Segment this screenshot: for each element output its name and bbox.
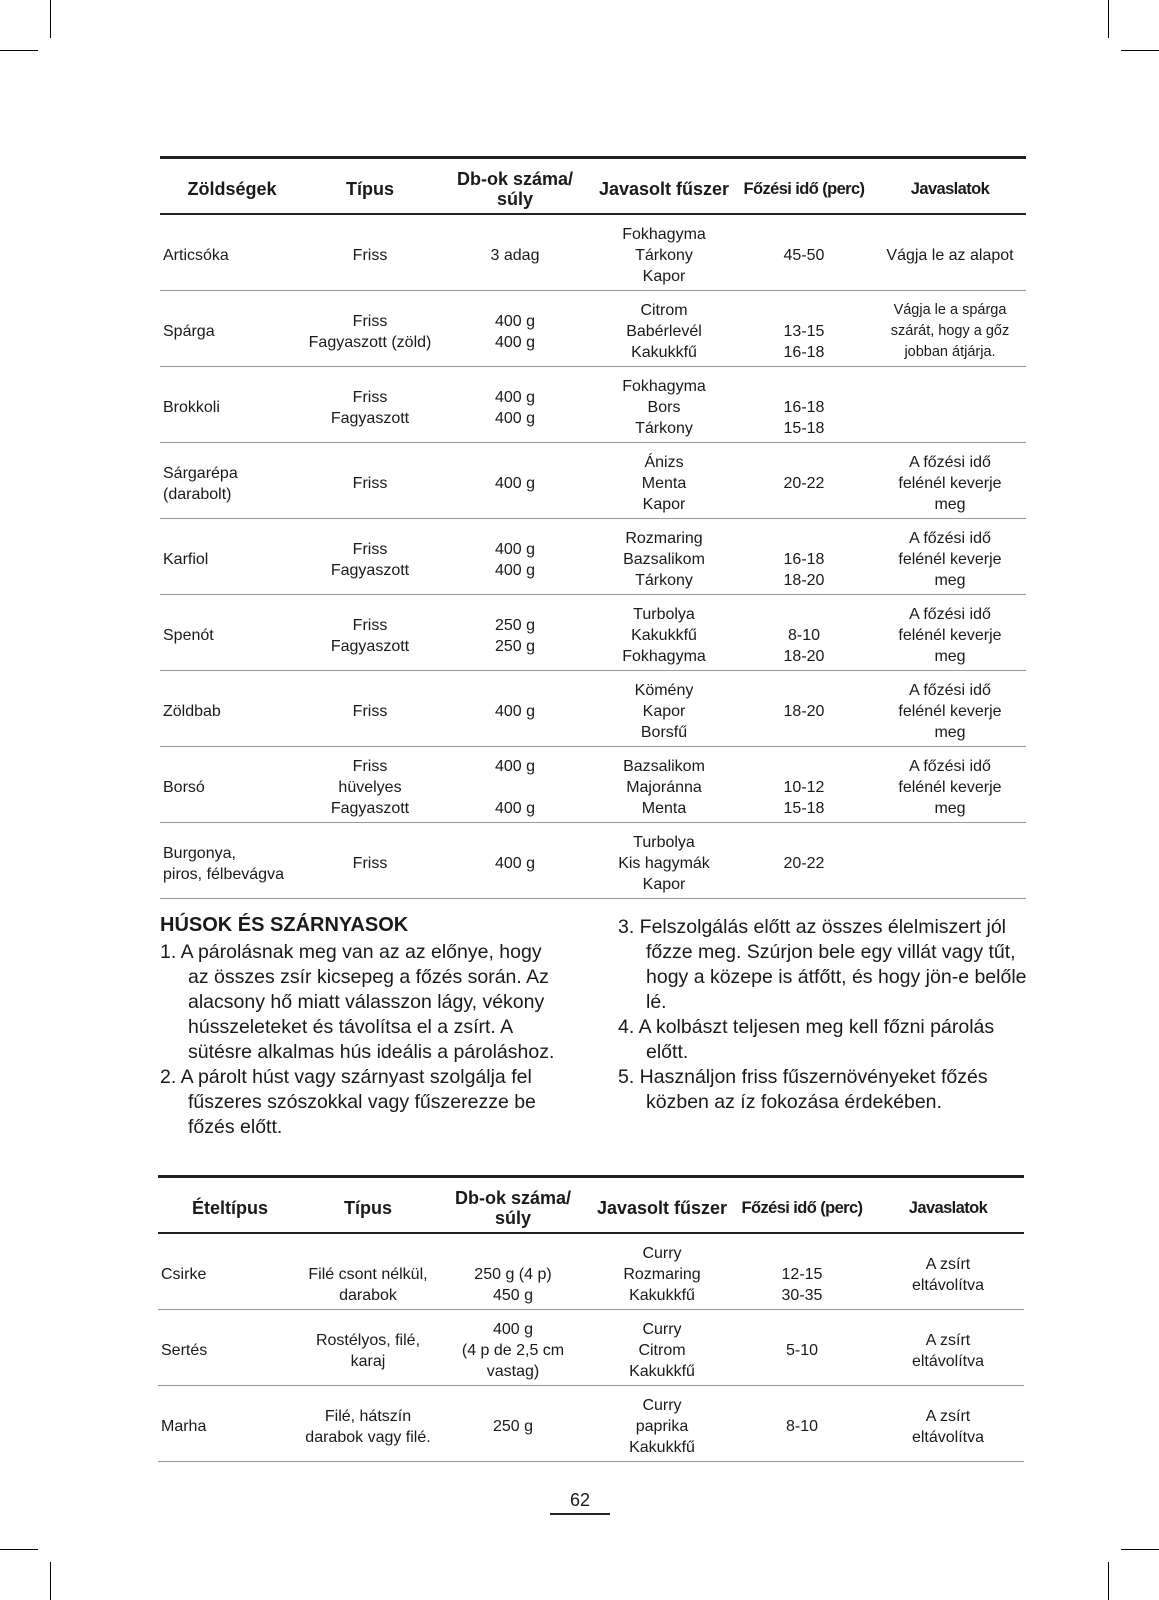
table-row (160, 214, 1026, 291)
column-header: Javaslatok (910, 180, 990, 198)
table-cell: A főzési idő felénél keverje meg (898, 758, 1002, 817)
table-cell: Spenót (163, 627, 214, 644)
table-cell: 16-18 18-20 (783, 551, 825, 589)
table-cell: Csirke (161, 1266, 207, 1283)
list-item: 4. A kolbászt teljesen meg kell főzni párolás előtt. (618, 1016, 995, 1063)
table-cell: 10-12 15-18 (783, 779, 825, 817)
table-cell: Spárga (163, 323, 215, 340)
table-cell: Filé, hátszín darabok vagy filé. (305, 1407, 431, 1446)
table-cell: 400 g 400 g (494, 312, 536, 351)
table-cell: Friss Fagyaszott (330, 388, 410, 427)
table-cell: Karfiol (163, 551, 209, 568)
table-cell: Friss hüvelyes Fagyaszott (330, 758, 410, 817)
table-header-row (160, 158, 1026, 215)
table-cell: Friss (352, 703, 388, 720)
table-cell: Vágja le a spárga szárát, hogy a gőz jobban átjárja. (890, 302, 1010, 360)
table-cell: Friss Fagyaszott (330, 616, 410, 655)
crop-mark (50, 1562, 51, 1600)
table-cell: Citrom Babérlevél Kakukkfű (626, 302, 702, 361)
table-cell: A zsírt eltávolítva (911, 1407, 985, 1446)
table-row (160, 823, 1026, 899)
table-cell: Friss (352, 855, 388, 872)
page-number: 62 (550, 1490, 610, 1515)
table-cell: 250 g (492, 1418, 534, 1435)
table-cell: Kömény Kapor Borsfű (634, 682, 694, 741)
column-header: Db-ok száma/ súly (454, 1188, 572, 1228)
table-row (160, 291, 1026, 367)
table-row (160, 443, 1026, 519)
table-cell: Sertés (161, 1342, 208, 1359)
table-cell: A főzési idő felénél keverje meg (898, 530, 1002, 589)
column-header: Javasolt fűszer (596, 1198, 728, 1218)
table-row (160, 519, 1026, 595)
instruction-list-right (618, 915, 1028, 1115)
list-item: 5. Használjon friss fűszernövényeket főzés közben az íz fokozása érdekében. (618, 1066, 988, 1113)
table-cell: Friss Fagyaszott (330, 540, 410, 579)
table-cell: A zsírt eltávolítva (911, 1255, 985, 1294)
table-cell: 250 g (4 p) 450 g (474, 1266, 552, 1304)
table-cell (874, 367, 1026, 443)
crop-mark (1121, 50, 1159, 51)
table-cell: Ánizs Menta Kapor (641, 454, 687, 513)
table-cell: Curry Citrom Kakukkfű (629, 1321, 695, 1380)
table-header-row (158, 1177, 1024, 1234)
table-cell: Turbolya Kakukkfű Fokhagyma (622, 606, 706, 665)
table-cell (874, 823, 1026, 899)
table-cell: A főzési idő felénél keverje meg (898, 682, 1002, 741)
table-cell: 18-20 (783, 703, 825, 720)
table-cell: 400 g (494, 475, 536, 492)
table-cell: Friss (352, 247, 388, 264)
crop-mark (50, 0, 51, 38)
list-item: 2. A párolt húst vagy szárnyast szolgálja fel fűszeres szószokkal vagy fűszerezze be főzés előtt. (160, 1066, 536, 1138)
crop-mark (1108, 1562, 1109, 1600)
list-item: 3. Felszolgálás előtt az összes élelmiszert jól főzze meg. Szúrjon bele egy villát vagy tűt, hogy a közepe is átfőtt, és hogy jön-e belőle lé. (618, 916, 1027, 1013)
table-row (160, 747, 1026, 823)
table-cell: Bazsalikom Majoránna Menta (623, 758, 705, 817)
table-cell: Marha (161, 1418, 207, 1435)
section-title: HÚSOK ÉS SZÁRNYASOK (160, 914, 409, 936)
table-cell: 400 g 400 g (494, 540, 536, 579)
table-row (160, 367, 1026, 443)
column-header: Db-ok száma/ súly (456, 169, 574, 209)
table-cell: Turbolya Kis hagymák Kapor (618, 834, 710, 893)
table-row (158, 1233, 1024, 1310)
table-cell: Articsóka (163, 247, 229, 264)
table-cell: A főzési idő felénél keverje meg (898, 454, 1002, 513)
column-header: Típus (346, 179, 394, 199)
table-row (160, 595, 1026, 671)
table-cell: 20-22 (783, 855, 825, 872)
table-cell: Zöldbab (163, 703, 221, 720)
table-cell: 400 g 400 g (494, 388, 536, 427)
table-cell: 400 g 400 g (494, 758, 536, 817)
instruction-list-left (160, 940, 560, 1140)
table-cell: Curry paprika Kakukkfű (629, 1397, 695, 1456)
meat-table (158, 1175, 1024, 1462)
table-cell: Rozmaring Bazsalikom Tárkony (623, 530, 705, 589)
list-item: 1. A párolásnak meg van az az előnye, hogy az összes zsír kicsepeg a főzés során. Az alacsony hő miatt válasszon lágy, vékony hússzeleteket és távolítsa el a zsírt. A sütésre alkalmas hús ideális a pároláshoz. (160, 941, 555, 1063)
table-cell: Fokhagyma Tárkony Kapor (622, 226, 706, 285)
crop-mark (0, 50, 38, 51)
table-cell: 3 adag (490, 247, 540, 264)
table-cell: 400 g (494, 703, 536, 720)
table-cell: 8-10 (785, 1418, 819, 1435)
table-cell: Sárgarépa (darabolt) (163, 464, 238, 503)
table-cell: 250 g 250 g (494, 616, 536, 655)
table-cell: Curry Rozmaring Kakukkfű (623, 1245, 701, 1304)
table-cell: A főzési idő felénél keverje meg (898, 606, 1002, 665)
table-cell: 45-50 (783, 247, 825, 264)
table-cell: Vágja le az alapot (886, 247, 1014, 264)
column-header: Főzési idő (perc) (743, 180, 865, 198)
table-cell: Fokhagyma Bors Tárkony (622, 378, 706, 437)
table-cell: A zsírt eltávolítva (911, 1331, 985, 1370)
table-cell: 400 g (4 p de 2,5 cm vastag) (461, 1321, 565, 1380)
table-cell: 13-15 16-18 (783, 323, 825, 361)
table-cell: Burgonya, piros, félbevágva (163, 844, 284, 883)
table-row (158, 1310, 1024, 1386)
table-cell: 16-18 15-18 (783, 399, 825, 437)
column-header: Javaslatok (908, 1199, 988, 1217)
table-cell: 20-22 (783, 475, 825, 492)
column-header: Zöldségek (187, 179, 277, 199)
column-header: Javasolt fűszer (598, 179, 730, 199)
table-cell: 12-15 30-35 (781, 1266, 823, 1304)
table-cell: 5-10 (785, 1342, 819, 1359)
table-cell: Brokkoli (163, 399, 220, 416)
column-header: Főzési idő (perc) (741, 1199, 863, 1217)
vegetable-table (160, 156, 1026, 899)
table-cell: Rostélyos, filé, karaj (315, 1331, 421, 1370)
column-header: Típus (344, 1198, 392, 1218)
column-header: Ételtípus (191, 1198, 268, 1218)
table-cell: Filé csont nélkül, darabok (308, 1266, 428, 1304)
table-row (158, 1386, 1024, 1462)
table-cell: Friss Fagyaszott (zöld) (308, 312, 432, 351)
table-cell: Borsó (163, 779, 205, 796)
table-cell: Friss (352, 475, 388, 492)
table-cell: 8-10 18-20 (783, 627, 825, 665)
table-cell: 400 g (494, 855, 536, 872)
table-row (160, 671, 1026, 747)
crop-mark (1108, 0, 1109, 38)
crop-mark (1121, 1549, 1159, 1550)
crop-mark (0, 1549, 38, 1550)
